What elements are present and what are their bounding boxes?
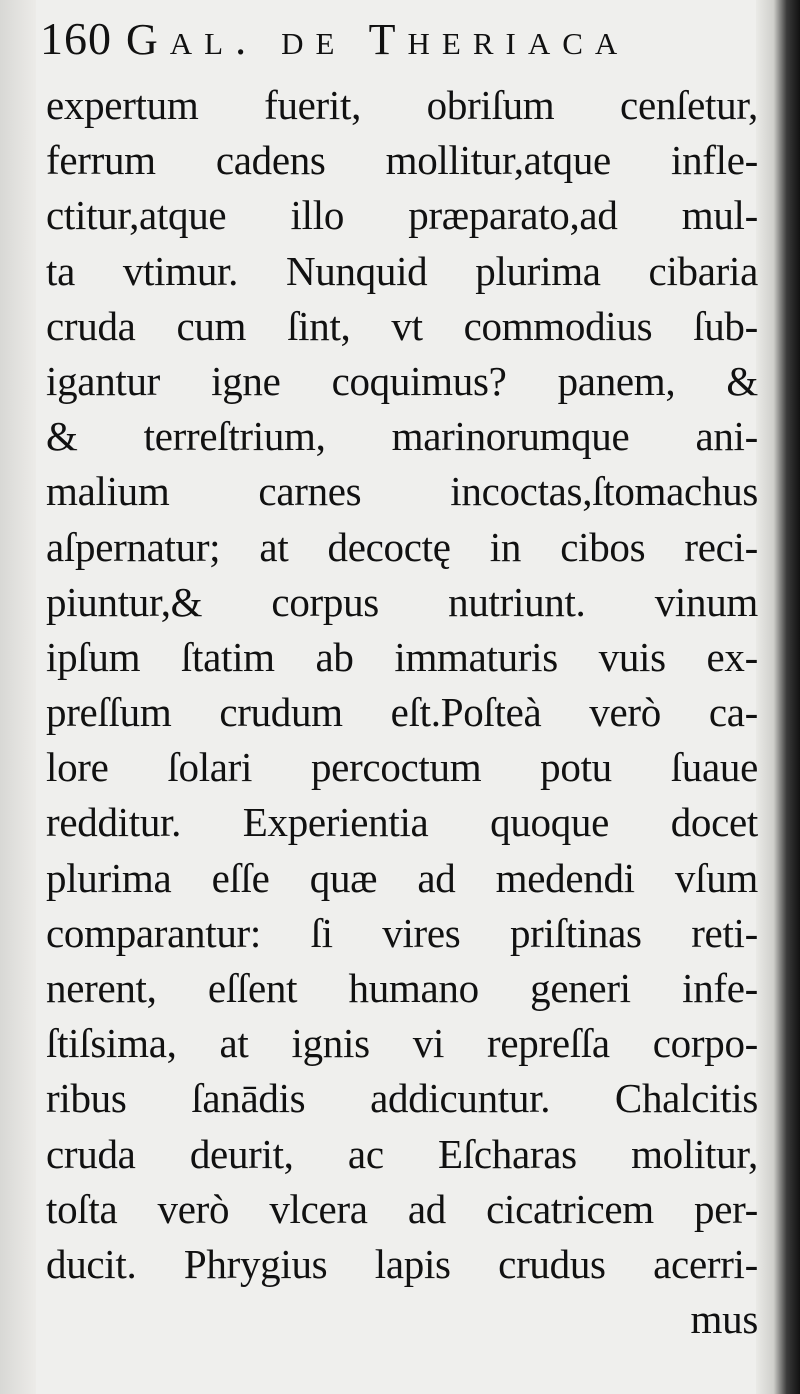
running-head: Gal. de Theriaca xyxy=(126,15,630,64)
text-line: toſta verò vlcera ad cicatricem per- xyxy=(46,1185,758,1232)
page-header xyxy=(40,12,720,72)
text-line: redditur. Experientia quoque docet xyxy=(46,799,758,846)
body-text xyxy=(46,78,758,1347)
text-line: ipſum ſtatim ab immaturis vuis ex- xyxy=(46,633,758,680)
text-line: ctitur,atque illo præparato,ad mul- xyxy=(46,192,758,239)
text-line: malium carnes incoctas,ſtomachus xyxy=(46,468,758,515)
text-line: ducit. Phrygius lapis crudus acerri- xyxy=(46,1240,758,1287)
page-number: 160 xyxy=(40,13,112,64)
text-line: aſpernatur; at decoctę in cibos reci- xyxy=(46,523,758,570)
text-line: comparantur: ſi vires priſtinas reti- xyxy=(46,909,758,956)
text-line: plurima eſſe quæ ad medendi vſum xyxy=(46,854,758,901)
text-line: nerent, eſſent humano generi infe- xyxy=(46,965,758,1011)
page-gutter xyxy=(0,0,36,1394)
catchword: mus xyxy=(690,1296,758,1343)
text-line: lore ſolari percoctum potu ſuaue xyxy=(46,744,758,791)
text-line: ſtiſsima, at ignis vi repreſſa corpo- xyxy=(46,1020,758,1067)
text-line: & terreſtrium, marinorumque ani- xyxy=(46,413,758,460)
text-line: ferrum cadens mollitur,atque infle- xyxy=(46,137,758,184)
text-line: igantur igne coquimus? panem, & xyxy=(46,357,758,404)
page-edge-shadow xyxy=(756,0,800,1394)
text-line: preſſum crudum eſt.Poſteà verò ca- xyxy=(46,689,758,736)
text-line: ribus ſanādis addicuntur. Chalcitis xyxy=(46,1075,758,1122)
text-line: piuntur,& corpus nutriunt. vinum xyxy=(46,578,758,625)
text-line: ta vtimur. Nunquid plurima cibaria xyxy=(46,247,758,294)
text-line: cruda deurit, ac Eſcharas molitur, xyxy=(46,1130,758,1177)
text-line: cruda cum ſint, vt commodius ſub- xyxy=(46,302,758,349)
text-line: expertum fuerit, obriſum cenſetur, xyxy=(46,82,758,128)
